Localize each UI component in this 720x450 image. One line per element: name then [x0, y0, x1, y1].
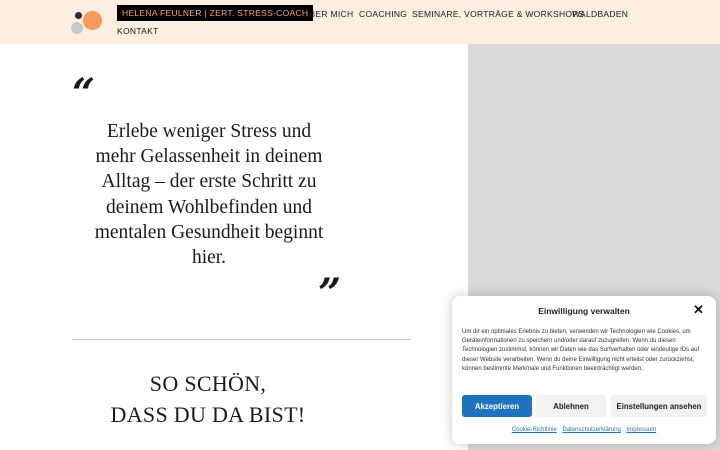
welcome-line-2: DASS DU DA BIST! — [110, 402, 306, 427]
nav-waldbaden[interactable]: WALDBADEN — [572, 9, 629, 19]
cookie-description: Um dir ein optimales Erlebnis zu bieten, verwenden wir Technologien wie Cookies, um Geräteinformationen zu speichern und/oder darauf zuzugreifen. Wenn du diesen Technologien zustimmst, können wir Daten wie das Surfverhalten oder eindeutige IDs auf dieser Website verarbeiten. Wenn du deine Einwilligung nicht erteilst oder zurückziehst, können bestimmte Merkmale und Funktionen beeinträchtigt werden. — [462, 329, 700, 372]
nav-seminare[interactable]: SEMINARE, VORTRÄGE & WORKSHOPS — [412, 9, 585, 19]
logo-orange-dot — [83, 11, 102, 30]
hero-quote: Erlebe weniger Stress und mehr Gelassenheit in deinem Alltag – der erste Schritt zu deinem Wohlbefinden und mentalen Gesundheit beginnt hier. — [94, 121, 324, 269]
privacy-link[interactable]: Datenschutzerklärung — [562, 427, 621, 433]
quote-close-mark: ” — [318, 270, 342, 317]
cookie-consent-dialog — [452, 296, 716, 444]
cookie-links — [452, 427, 716, 433]
logo-grey-dot — [71, 22, 83, 34]
logo-dark-dot — [75, 12, 82, 19]
cookie-policy-link[interactable]: Cookie-Richtlinie — [511, 427, 557, 433]
accept-button[interactable]: Akzeptieren — [462, 395, 532, 417]
welcome-line-1: SO SCHÖN, — [149, 371, 267, 396]
settings-button[interactable]: Einstellungen ansehen — [611, 395, 707, 417]
nav-coaching[interactable]: COACHING — [359, 9, 408, 19]
welcome-heading — [72, 368, 344, 430]
nav-kontakt[interactable]: KONTAKT — [117, 26, 159, 36]
cookie-title: Einwilligung verwalten — [538, 306, 630, 316]
site-header — [0, 0, 720, 44]
section-divider — [72, 339, 410, 340]
quote-open-mark: “ — [72, 70, 96, 117]
nav-home[interactable]: HELENA FEULNER | ZERT. STRESS-COACH — [117, 5, 313, 21]
close-icon[interactable]: ✕ — [693, 302, 704, 317]
imprint-link[interactable]: Impressum — [626, 427, 657, 433]
logo-dots-icon[interactable] — [70, 9, 104, 35]
decline-button[interactable]: Ablehnen — [536, 395, 606, 417]
nav-ueber-mich[interactable]: ÜBER MICH — [303, 9, 354, 19]
